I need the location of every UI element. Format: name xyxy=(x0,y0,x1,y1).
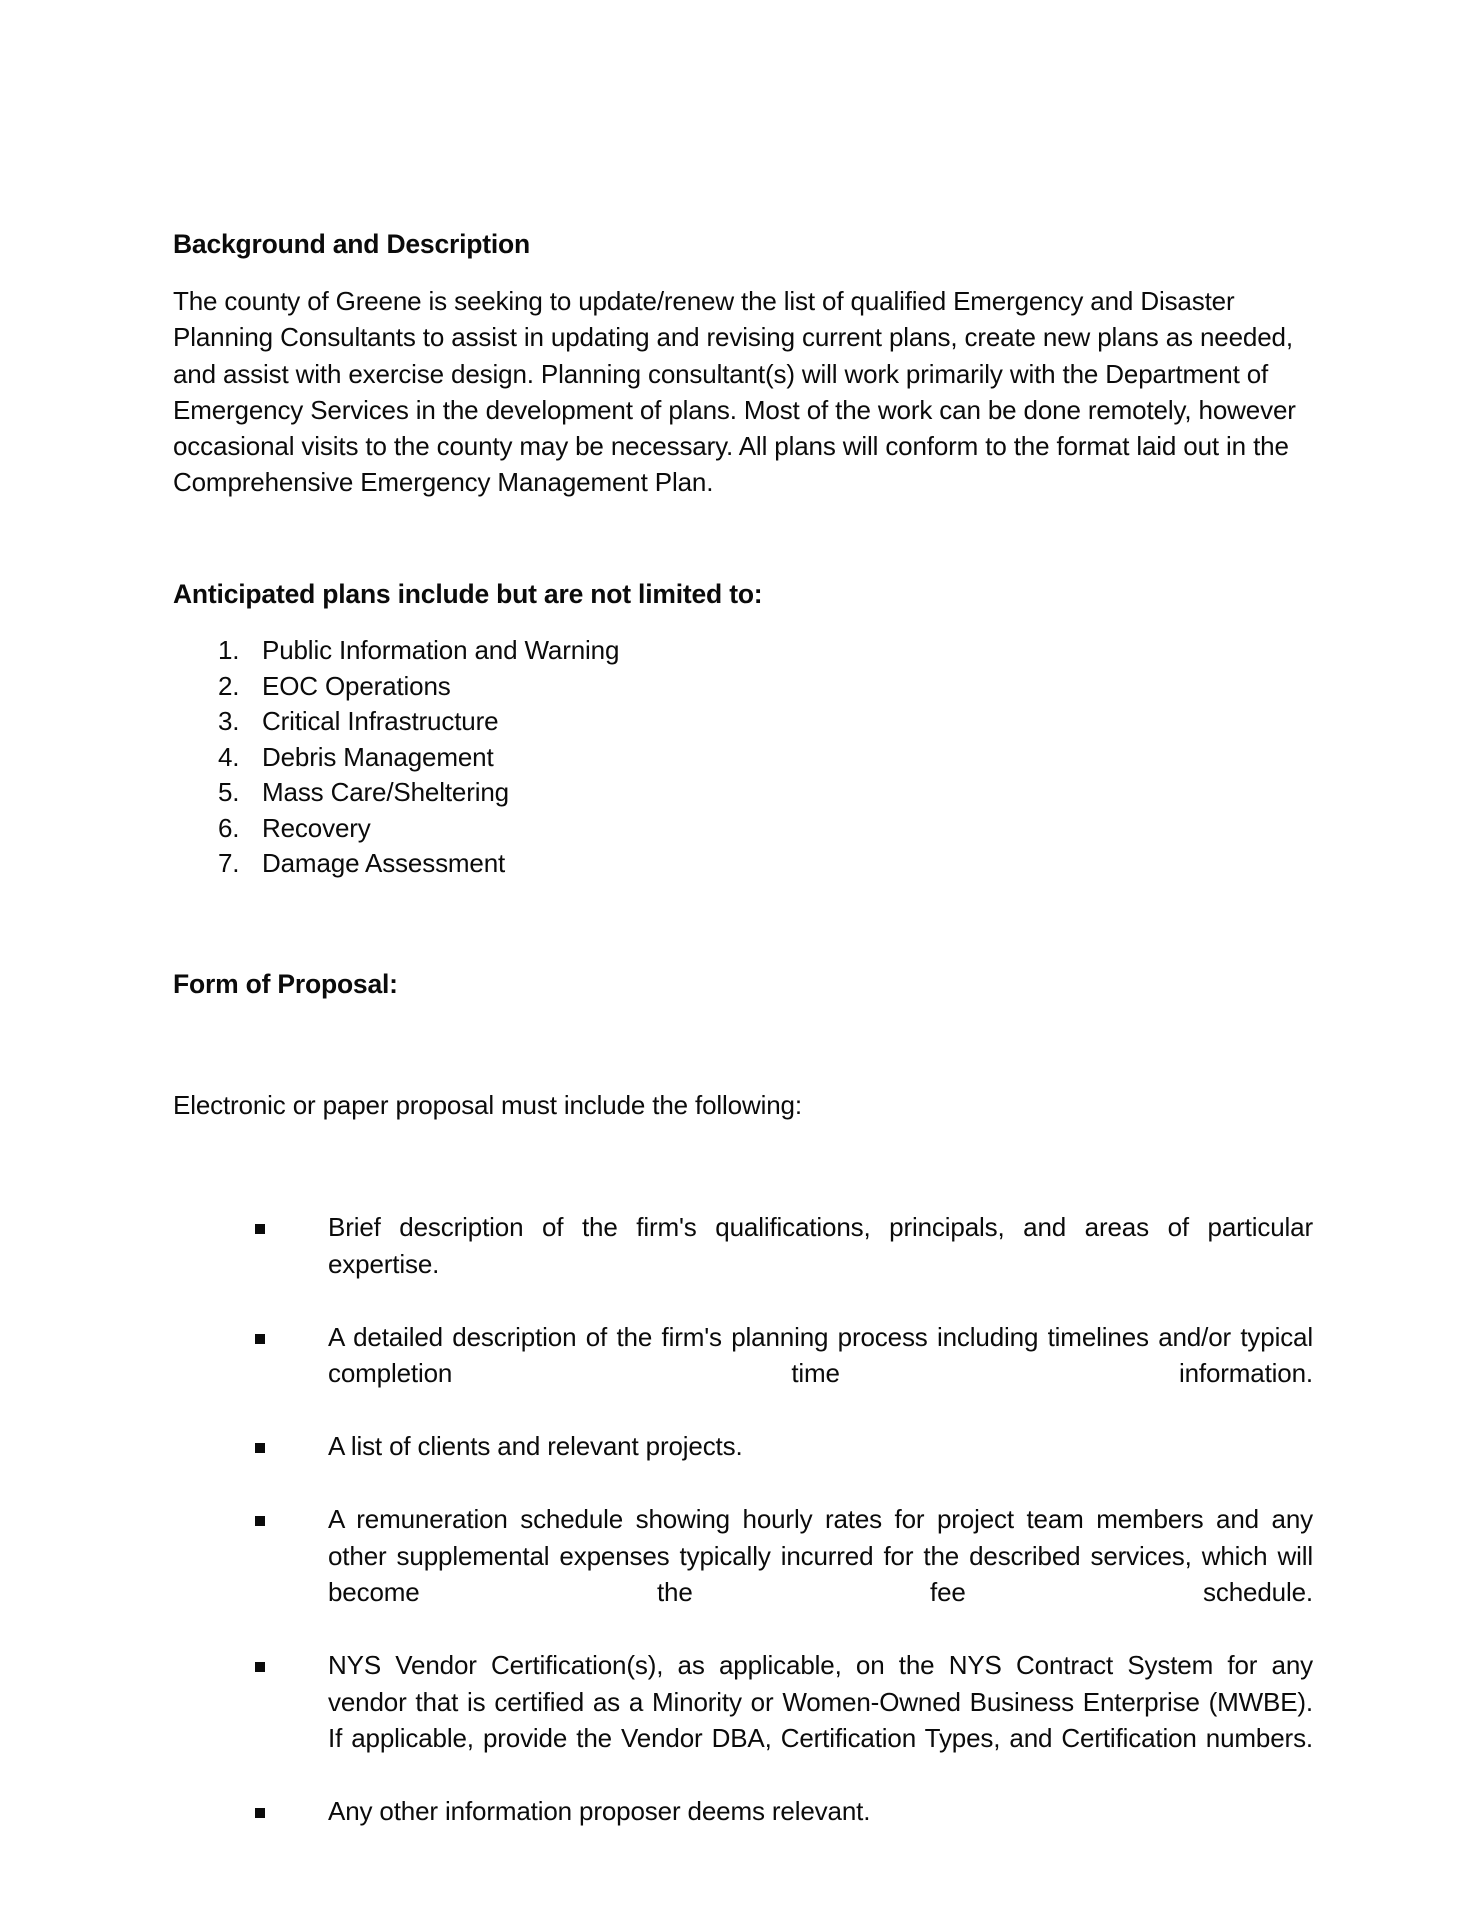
list-item-label: A detailed description of the firm's planning process including timelines and/or typical completion time information. xyxy=(328,1321,1313,1389)
square-bullet-icon xyxy=(255,1662,265,1672)
list-item-number: 3. xyxy=(218,706,240,737)
spacer xyxy=(173,1001,1313,1087)
square-bullet-icon xyxy=(255,1443,265,1453)
list-item-label: Mass Care/Sheltering xyxy=(262,777,509,808)
list-item-label: Recovery xyxy=(262,812,371,843)
spacer xyxy=(173,611,1313,633)
square-bullet-icon xyxy=(255,1224,265,1234)
list-item xyxy=(173,704,1313,740)
list-item-label: Any other information proposer deems relevant. xyxy=(328,1796,871,1827)
list-item xyxy=(173,669,1313,705)
spacer xyxy=(173,882,1313,968)
list-item-number: 7. xyxy=(218,848,240,879)
background-heading: Background and Description xyxy=(173,229,531,259)
list-item-label: Brief description of the firm's qualifications, principals, and areas of particular expertise. xyxy=(328,1212,1313,1279)
list-item xyxy=(173,775,1313,811)
list-item-number: 4. xyxy=(218,741,240,772)
list-item-number: 1. xyxy=(218,635,240,666)
anticipated-plans-list xyxy=(173,633,1313,882)
list-item-label: A remuneration schedule showing hourly rates for project team members and any other supplemental expenses typically incurred for the described services, which will become the fee schedule. xyxy=(328,1504,1313,1608)
list-item-label: Debris Management xyxy=(262,741,494,772)
list-item xyxy=(173,846,1313,882)
list-item xyxy=(173,633,1313,669)
list-item xyxy=(173,811,1313,847)
list-item-number: 2. xyxy=(218,670,240,701)
form-of-proposal-intro: Electronic or paper proposal must include the following: xyxy=(173,1090,802,1121)
list-item xyxy=(173,1428,1313,1501)
list-item xyxy=(173,1209,1313,1319)
list-item-label: Damage Assessment xyxy=(262,848,506,879)
document-content xyxy=(173,228,1313,1866)
background-paragraph: The county of Greene is seeking to update/renew the list of qualified Emergency and Disaster Planning Consultants to assist in updating and revising current plans, create new plans as needed, and assist with exercise design. Planning consultant(s) will work primarily with the Department of Emergency Services in the development of plans. Most of the work can be done remotely, however occasional visits to the county may be necessary. All plans will conform to the format laid out in the Comprehensive Emergency Management Plan. xyxy=(173,286,1296,498)
list-item-number: 6. xyxy=(218,812,240,843)
square-bullet-icon xyxy=(255,1334,265,1344)
list-item-label: Public Information and Warning xyxy=(262,635,620,666)
list-item-number: 5. xyxy=(218,777,240,808)
form-of-proposal-heading: Form of Proposal: xyxy=(173,968,398,999)
anticipated-plans-heading: Anticipated plans include but are not limited to: xyxy=(173,579,763,610)
spacer xyxy=(173,261,1313,283)
list-item xyxy=(173,1501,1313,1647)
list-item xyxy=(173,1793,1313,1866)
square-bullet-icon xyxy=(255,1516,265,1526)
spacer xyxy=(173,1123,1313,1209)
list-item-label: NYS Vendor Certification(s), as applicable, on the NYS Contract System for any vendor that is certified as a Minority or Women-Owned Business Enterprise (MWBE). If applicable, provide the Vendor DBA, Certification Types, and Certification numbers. xyxy=(328,1650,1313,1754)
list-item-label: EOC Operations xyxy=(262,670,451,701)
square-bullet-icon xyxy=(255,1808,265,1818)
spacer xyxy=(173,500,1313,578)
list-item-label: A list of clients and relevant projects. xyxy=(328,1431,743,1462)
list-item-label: Critical Infrastructure xyxy=(262,706,499,737)
list-item xyxy=(173,1319,1313,1429)
list-item xyxy=(173,740,1313,776)
form-of-proposal-bullets xyxy=(173,1209,1313,1866)
list-item xyxy=(173,1647,1313,1793)
